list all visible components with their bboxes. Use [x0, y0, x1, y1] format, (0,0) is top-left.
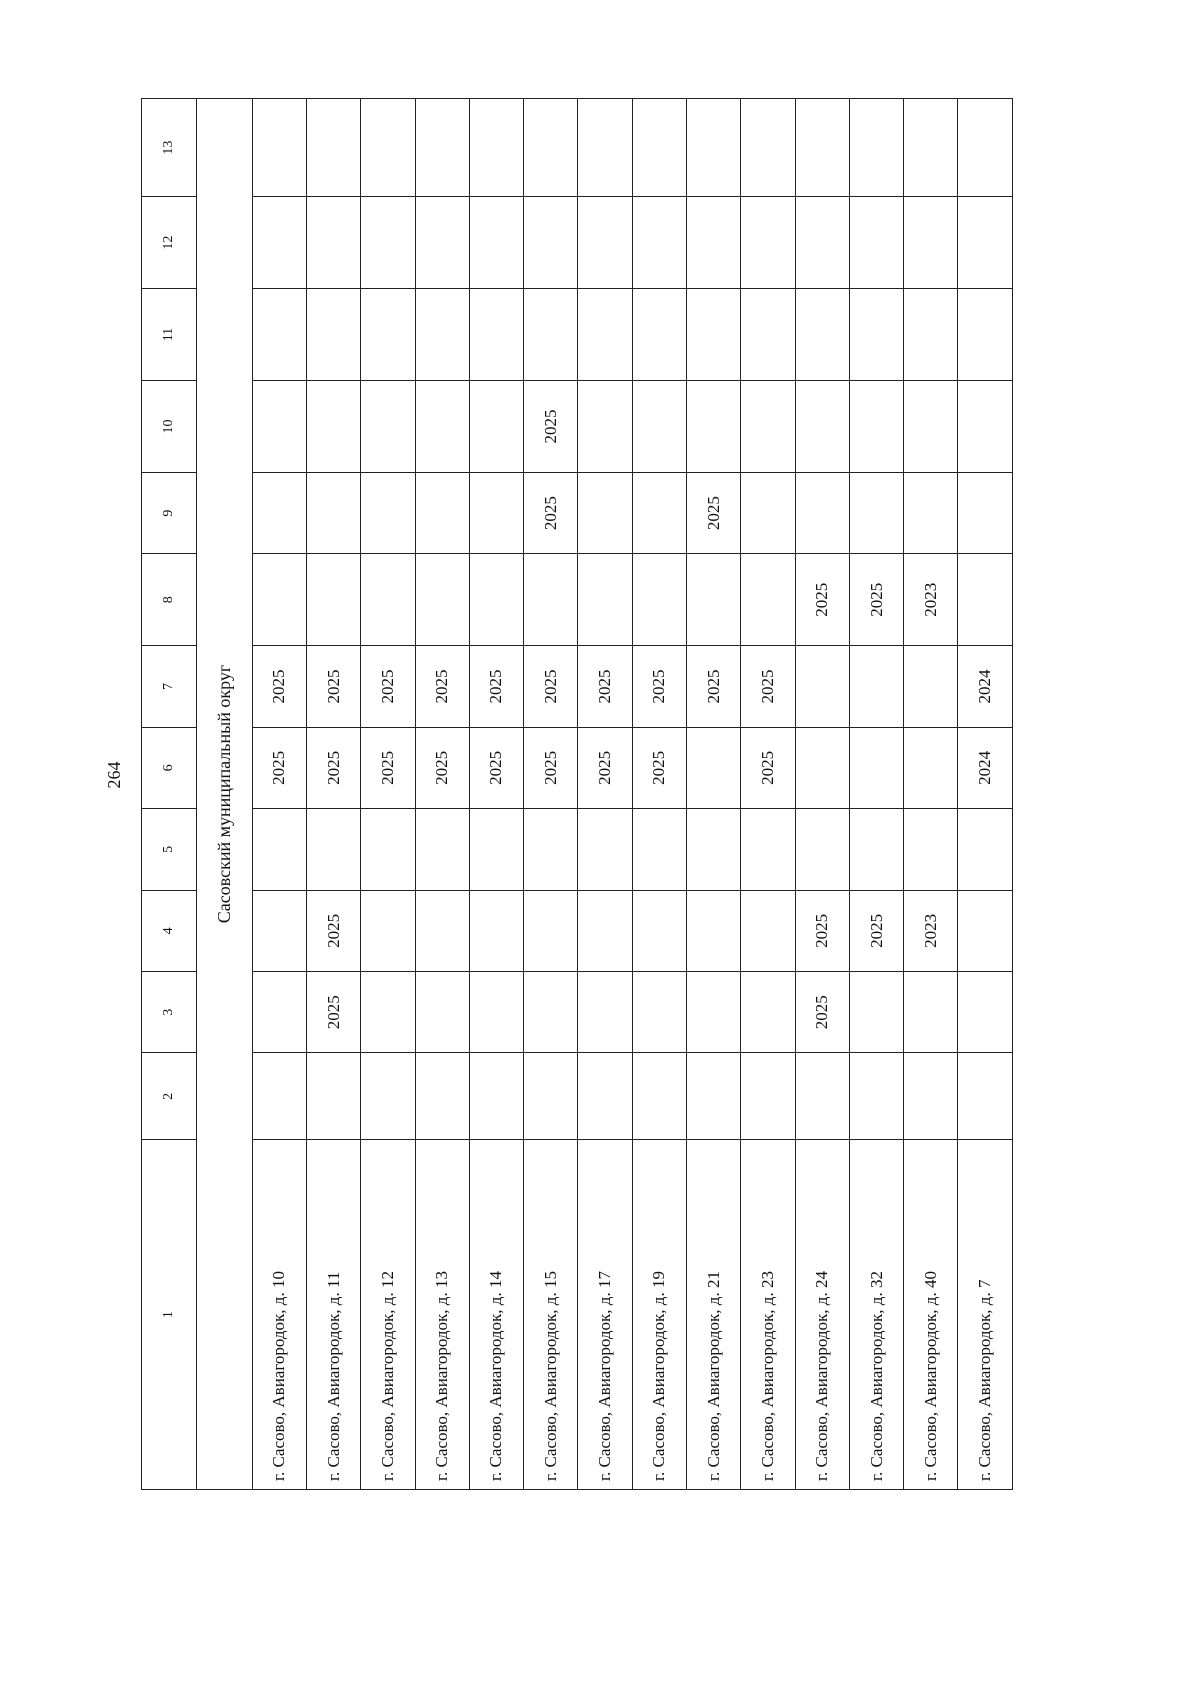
year-cell: [687, 381, 741, 473]
year-cell: [252, 1053, 306, 1140]
year-cell: [958, 890, 1013, 971]
year-cell: [849, 809, 903, 890]
year-cell: [958, 1053, 1013, 1140]
year-cell: [361, 554, 415, 646]
year-cell: 2025: [632, 727, 686, 808]
header-cell: 1: [142, 1140, 197, 1490]
table-row: [306, 99, 360, 1490]
year-cell: [306, 197, 360, 289]
year-cell: [578, 381, 632, 473]
year-cell: [632, 289, 686, 381]
header-cell: 2: [142, 1053, 197, 1140]
year-cell: [741, 890, 795, 971]
year-cell: [361, 99, 415, 197]
year-cell: 2023: [904, 554, 958, 646]
year-cell: 2025: [306, 972, 360, 1053]
year-cell: [578, 197, 632, 289]
year-cell: 2025: [687, 472, 741, 553]
year-cell: [415, 890, 469, 971]
year-cell: [687, 727, 741, 808]
year-cell: 2025: [415, 727, 469, 808]
year-cell: [361, 809, 415, 890]
year-cell: 2025: [578, 727, 632, 808]
year-cell: [252, 197, 306, 289]
year-cell: [469, 972, 523, 1053]
header-cell: 10: [142, 381, 197, 473]
header-cell: 3: [142, 972, 197, 1053]
year-cell: [904, 99, 958, 197]
address-cell: г. Сасово, Авиагородок, д. 13: [415, 1140, 469, 1490]
year-cell: [524, 809, 578, 890]
year-cell: [469, 99, 523, 197]
year-cell: [904, 727, 958, 808]
year-cell: [252, 554, 306, 646]
year-cell: [958, 289, 1013, 381]
header-cell: 9: [142, 472, 197, 553]
year-cell: [849, 972, 903, 1053]
address-cell: г. Сасово, Авиагородок, д. 7: [958, 1140, 1013, 1490]
address-cell: г. Сасово, Авиагородок, д. 14: [469, 1140, 523, 1490]
table-row: [524, 99, 578, 1490]
year-cell: [687, 289, 741, 381]
year-cell: [795, 809, 849, 890]
year-cell: [795, 646, 849, 727]
table-row: [849, 99, 903, 1490]
table-container: [141, 98, 1013, 1490]
year-cell: [578, 890, 632, 971]
year-cell: [306, 1053, 360, 1140]
year-cell: [469, 472, 523, 553]
year-cell: [252, 289, 306, 381]
year-cell: [361, 197, 415, 289]
year-cell: [361, 289, 415, 381]
year-cell: [687, 99, 741, 197]
year-cell: [469, 197, 523, 289]
year-cell: [741, 99, 795, 197]
year-cell: 2025: [795, 554, 849, 646]
year-cell: [958, 809, 1013, 890]
year-cell: [849, 99, 903, 197]
year-cell: [578, 972, 632, 1053]
year-cell: [415, 289, 469, 381]
year-cell: [795, 1053, 849, 1140]
year-cell: [904, 472, 958, 553]
address-cell: г. Сасово, Авиагородок, д. 17: [578, 1140, 632, 1490]
year-cell: [904, 972, 958, 1053]
year-cell: 2025: [849, 890, 903, 971]
table-row: [252, 99, 306, 1490]
year-cell: [361, 972, 415, 1053]
year-cell: [306, 809, 360, 890]
year-cell: [469, 381, 523, 473]
year-cell: [415, 381, 469, 473]
year-cell: [632, 197, 686, 289]
year-cell: [904, 1053, 958, 1140]
year-cell: [632, 890, 686, 971]
year-cell: [687, 809, 741, 890]
year-cell: [524, 99, 578, 197]
year-cell: [524, 972, 578, 1053]
year-cell: 2025: [361, 646, 415, 727]
year-cell: [958, 554, 1013, 646]
header-cell: 6: [142, 727, 197, 808]
year-cell: [306, 99, 360, 197]
year-cell: [687, 1053, 741, 1140]
year-cell: [795, 727, 849, 808]
year-cell: [361, 381, 415, 473]
year-cell: [687, 972, 741, 1053]
year-cell: [632, 381, 686, 473]
year-cell: 2023: [904, 890, 958, 971]
year-cell: [958, 972, 1013, 1053]
year-cell: [849, 381, 903, 473]
year-cell: 2025: [252, 646, 306, 727]
year-cell: [578, 1053, 632, 1140]
table-row: [469, 99, 523, 1490]
year-cell: [632, 972, 686, 1053]
address-cell: г. Сасово, Авиагородок, д. 12: [361, 1140, 415, 1490]
header-row: [142, 99, 197, 1490]
year-cell: [524, 197, 578, 289]
year-cell: [632, 809, 686, 890]
year-cell: [904, 197, 958, 289]
table-row: [578, 99, 632, 1490]
year-cell: 2025: [741, 727, 795, 808]
table-row: [361, 99, 415, 1490]
year-cell: [252, 809, 306, 890]
year-cell: [849, 727, 903, 808]
table-row: [687, 99, 741, 1490]
year-cell: [741, 1053, 795, 1140]
year-cell: [524, 1053, 578, 1140]
year-cell: [578, 554, 632, 646]
year-cell: 2025: [687, 646, 741, 727]
year-cell: 2025: [741, 646, 795, 727]
year-cell: [958, 472, 1013, 553]
year-cell: [252, 381, 306, 473]
address-cell: г. Сасово, Авиагородок, д. 21: [687, 1140, 741, 1490]
year-cell: [306, 554, 360, 646]
year-cell: 2025: [306, 727, 360, 808]
year-cell: [687, 554, 741, 646]
year-cell: 2025: [524, 472, 578, 553]
year-cell: [632, 1053, 686, 1140]
table-row: [741, 99, 795, 1490]
year-cell: 2025: [469, 727, 523, 808]
year-cell: [904, 646, 958, 727]
address-cell: г. Сасово, Авиагородок, д. 32: [849, 1140, 903, 1490]
header-cell: 12: [142, 197, 197, 289]
year-cell: [904, 809, 958, 890]
address-cell: г. Сасово, Авиагородок, д. 10: [252, 1140, 306, 1490]
header-cell: 13: [142, 99, 197, 197]
year-cell: [795, 381, 849, 473]
year-cell: [415, 99, 469, 197]
header-cell: 4: [142, 890, 197, 971]
year-cell: [741, 381, 795, 473]
address-cell: г. Сасово, Авиагородок, д. 19: [632, 1140, 686, 1490]
year-cell: [849, 289, 903, 381]
year-cell: [795, 289, 849, 381]
year-cell: [904, 289, 958, 381]
year-cell: 2025: [632, 646, 686, 727]
year-cell: [578, 289, 632, 381]
header-cell: 7: [142, 646, 197, 727]
address-cell: г. Сасово, Авиагородок, д. 23: [741, 1140, 795, 1490]
year-cell: [415, 972, 469, 1053]
year-cell: 2025: [252, 727, 306, 808]
year-cell: [578, 99, 632, 197]
table-row: [415, 99, 469, 1490]
year-cell: [578, 472, 632, 553]
year-cell: [687, 197, 741, 289]
year-cell: 2025: [795, 972, 849, 1053]
year-cell: [306, 381, 360, 473]
year-cell: [306, 472, 360, 553]
year-cell: [958, 99, 1013, 197]
year-cell: [469, 809, 523, 890]
year-cell: 2025: [306, 646, 360, 727]
year-cell: [469, 1053, 523, 1140]
year-cell: [958, 197, 1013, 289]
header-cell: 11: [142, 289, 197, 381]
year-cell: [632, 554, 686, 646]
table-row: [958, 99, 1013, 1490]
year-cell: [524, 554, 578, 646]
address-cell: г. Сасово, Авиагородок, д. 24: [795, 1140, 849, 1490]
year-cell: [741, 809, 795, 890]
year-cell: [361, 1053, 415, 1140]
year-cell: [361, 472, 415, 553]
table-row: [632, 99, 686, 1490]
year-cell: [524, 289, 578, 381]
year-cell: [252, 99, 306, 197]
address-cell: г. Сасово, Авиагородок, д. 11: [306, 1140, 360, 1490]
year-cell: [795, 197, 849, 289]
year-cell: 2024: [958, 727, 1013, 808]
table-row: [795, 99, 849, 1490]
year-cell: [252, 972, 306, 1053]
year-cell: [795, 472, 849, 553]
page-number: 264: [104, 761, 124, 789]
schedule-table: [141, 98, 1013, 1490]
year-cell: [415, 554, 469, 646]
year-cell: [306, 289, 360, 381]
year-cell: [958, 381, 1013, 473]
year-cell: [524, 890, 578, 971]
region-row: [197, 99, 252, 1490]
year-cell: [687, 890, 741, 971]
year-cell: [795, 99, 849, 197]
year-cell: 2025: [361, 727, 415, 808]
header-cell: 8: [142, 554, 197, 646]
year-cell: [415, 1053, 469, 1140]
year-cell: [415, 809, 469, 890]
year-cell: [469, 554, 523, 646]
year-cell: 2025: [849, 554, 903, 646]
year-cell: [578, 809, 632, 890]
year-cell: [849, 1053, 903, 1140]
year-cell: [632, 472, 686, 553]
year-cell: [741, 554, 795, 646]
year-cell: 2025: [469, 646, 523, 727]
year-cell: 2025: [415, 646, 469, 727]
year-cell: [849, 472, 903, 553]
year-cell: [469, 890, 523, 971]
year-cell: 2025: [578, 646, 632, 727]
year-cell: [469, 289, 523, 381]
year-cell: [415, 197, 469, 289]
year-cell: [632, 99, 686, 197]
year-cell: 2025: [524, 727, 578, 808]
year-cell: [849, 646, 903, 727]
year-cell: 2025: [524, 381, 578, 473]
year-cell: [741, 972, 795, 1053]
year-cell: 2025: [795, 890, 849, 971]
region-title: Сасовский муниципальный округ: [197, 99, 252, 1490]
year-cell: 2024: [958, 646, 1013, 727]
year-cell: 2025: [306, 890, 360, 971]
table-row: [904, 99, 958, 1490]
year-cell: [741, 197, 795, 289]
year-cell: [361, 890, 415, 971]
year-cell: [904, 381, 958, 473]
year-cell: [741, 472, 795, 553]
year-cell: [849, 197, 903, 289]
year-cell: [252, 890, 306, 971]
address-cell: г. Сасово, Авиагородок, д. 15: [524, 1140, 578, 1490]
year-cell: [415, 472, 469, 553]
year-cell: [741, 289, 795, 381]
year-cell: [252, 472, 306, 553]
year-cell: 2025: [524, 646, 578, 727]
address-cell: г. Сасово, Авиагородок, д. 40: [904, 1140, 958, 1490]
header-cell: 5: [142, 809, 197, 890]
